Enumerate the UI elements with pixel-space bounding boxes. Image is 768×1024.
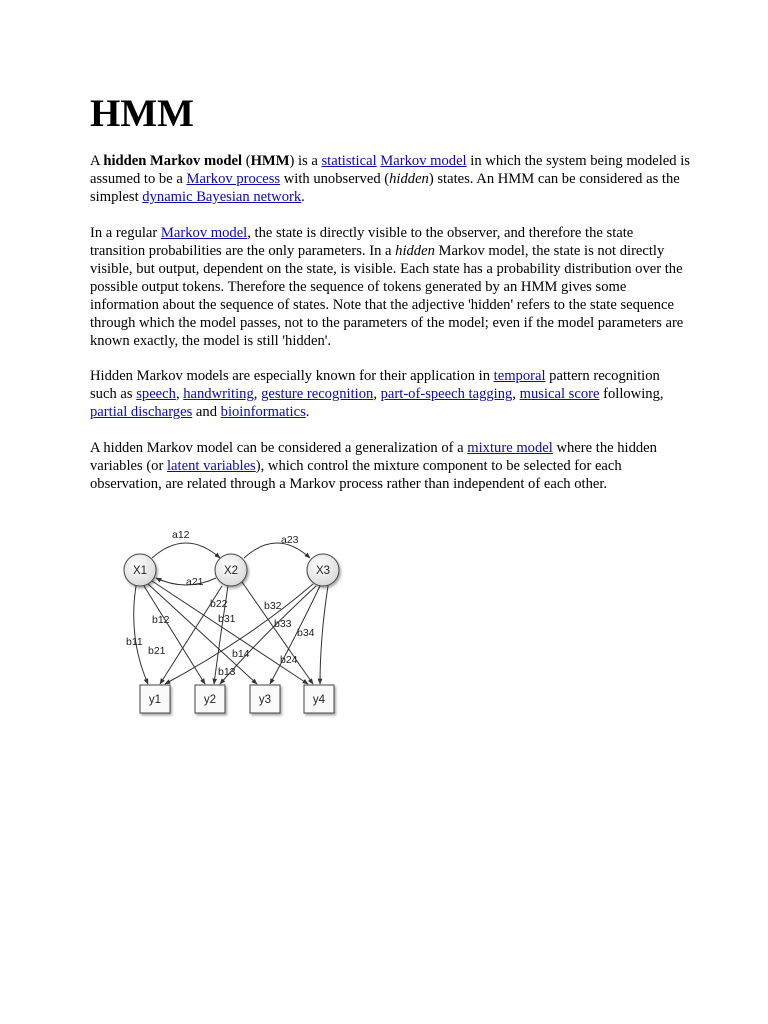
italic-hidden: hidden — [389, 171, 429, 187]
diagram-edge-labels — [126, 529, 315, 678]
output-label-y3: y3 — [258, 694, 272, 706]
output-label-y2: y2 — [203, 694, 217, 706]
edge-label-b14: b14 — [232, 648, 250, 660]
paragraph-intro: A hidden Markov model (HMM) is a statistical Markov model in which the system being modeled is assumed to be a Markov process with unobserved (hidden) states. An HMM can be considered as the simplest dynamic Bayesian network. — [90, 153, 690, 205]
edge-b13 — [148, 584, 257, 684]
bold-term-hmm: HMM — [250, 153, 290, 169]
state-node-x2 — [215, 554, 247, 586]
edge-label-b13: b13 — [218, 666, 236, 678]
edge-label-b34: b34 — [297, 627, 315, 639]
link-temporal[interactable]: temporal — [493, 368, 546, 384]
paragraph-applications: Hidden Markov models are especially known for their application in temporal pattern recognition such as speech, handwriting, gesture recognition, part-of-speech tagging, musical score following, partial discharges and bioinformatics. — [90, 368, 664, 420]
edge-label-a21: a21 — [186, 576, 204, 588]
output-label-y1: y1 — [148, 694, 162, 706]
link-gesture-recognition[interactable]: gesture recognition — [261, 386, 374, 402]
output-node-y2 — [195, 685, 225, 713]
edge-a12 — [152, 543, 220, 558]
edge-b11 — [134, 586, 148, 684]
hmm-diagram — [110, 518, 360, 728]
italic-hidden-2: hidden — [395, 243, 435, 259]
output-node-y1 — [140, 685, 170, 713]
state-node-x1 — [124, 554, 156, 586]
link-markov-process[interactable]: Markov process — [186, 171, 281, 187]
state-label-x2: X2 — [223, 565, 239, 577]
output-node-y4 — [304, 685, 334, 713]
edge-a23 — [244, 543, 310, 558]
edge-label-b31: b31 — [218, 613, 236, 625]
state-label-x3: X3 — [315, 565, 331, 577]
link-mixture-model[interactable]: mixture model — [467, 440, 553, 456]
edge-label-a12: a12 — [172, 529, 190, 541]
link-partial-discharges[interactable]: partial discharges — [90, 404, 193, 420]
link-musical-score[interactable]: musical score — [519, 386, 600, 402]
link-part-of-speech-tagging[interactable]: part-of-speech tagging — [380, 386, 513, 402]
link-dynamic-bayesian-network[interactable]: dynamic Bayesian network — [142, 189, 302, 205]
edge-label-b33: b33 — [274, 618, 292, 630]
link-latent-variables[interactable]: latent variables — [167, 458, 256, 474]
output-node-y3 — [250, 685, 280, 713]
link-markov-model[interactable]: Markov model — [380, 153, 467, 169]
edge-label-b22: b22 — [210, 598, 228, 610]
link-bioinformatics[interactable]: bioinformatics — [220, 404, 306, 420]
edge-b34 — [320, 586, 328, 684]
edge-label-b11: b11 — [126, 636, 143, 648]
link-markov-model-2[interactable]: Markov model — [160, 225, 248, 241]
page-title: HMM — [90, 92, 194, 135]
link-speech[interactable]: speech — [136, 386, 176, 402]
edge-b12 — [144, 586, 205, 684]
link-handwriting[interactable]: handwriting — [183, 386, 254, 402]
edge-label-b32: b32 — [264, 600, 282, 612]
link-statistical[interactable]: statistical — [321, 153, 377, 169]
edge-b31 — [165, 584, 313, 684]
output-label-y4: y4 — [312, 694, 326, 706]
state-label-x1: X1 — [132, 565, 148, 577]
edge-label-a23: a23 — [281, 534, 299, 546]
paragraph-generalization: A hidden Markov model can be considered a generalization of a mixture model where the hidden variables (or latent variables), which control the mixture component to be selected for each observation, are related through a Markov process rather than independent of each other. — [90, 440, 657, 492]
edge-label-b21: b21 — [148, 645, 166, 657]
paragraph-regular-markov: In a regular Markov model, the state is directly visible to the observer, and therefore the state transition probabilities are the only parameters. In a hidden Markov model, the state is not directly visible, but output, dependent on the state, is visible. Each state has a probability distribution over the possible output tokens. Therefore the sequence of tokens generated by an HMM gives some information about the sequence of states. Note that the adjective 'hidden' refers to the state sequence through which the model passes, not to the parameters of the model; even if the model parameters are known exactly, the model is still 'hidden'. — [90, 225, 684, 349]
edge-label-b12: b12 — [152, 614, 170, 626]
state-node-x3 — [307, 554, 339, 586]
edge-label-b24: b24 — [280, 654, 298, 666]
bold-term-hidden-markov-model: hidden Markov model — [103, 153, 243, 169]
